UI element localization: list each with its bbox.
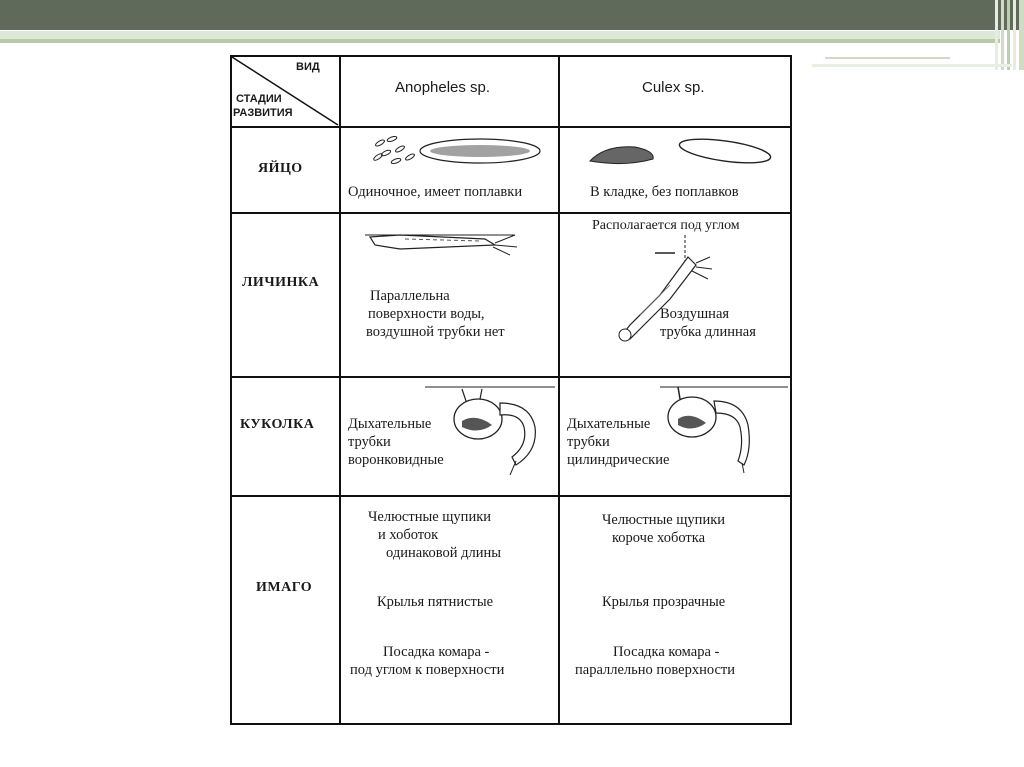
culex-imago-line4: Посадка комара -: [613, 644, 720, 660]
culex-imago-line2: короче хоботка: [612, 530, 706, 546]
comparison-table: [230, 55, 790, 725]
culex-larva-line1: Воздушная: [660, 306, 730, 322]
anopheles-egg-illustration: [370, 133, 550, 178]
header-stage-label: РАЗВИТИЯ: [233, 107, 293, 119]
culex-larva-note: Располагается под углом: [592, 218, 740, 233]
table-row-divider: [230, 212, 792, 214]
anopheles-egg-text: Одиночное, имеет поплавки: [348, 184, 523, 200]
anopheles-imago-line4: Крылья пятнистые: [377, 594, 494, 610]
table-row-divider: [230, 495, 792, 497]
table-divider: [339, 55, 341, 725]
row-label-imago: ИМАГО: [256, 580, 313, 595]
table-border-left: [230, 55, 232, 725]
header-species-label: ВИД: [296, 61, 320, 73]
slide-deco-strip: [1013, 0, 1016, 70]
slide-top-bar: [0, 0, 1024, 30]
table-border-bottom: [230, 723, 792, 725]
anopheles-larva-line3: воздушной трубки нет: [366, 324, 505, 340]
slide-deco-strip: [1019, 0, 1024, 70]
header-stage-label: СТАДИИ: [236, 93, 282, 105]
row-label-egg: ЯЙЦО: [258, 161, 303, 176]
slide-deco-strip: [1001, 0, 1004, 70]
culex-larva-line2: трубка длинная: [660, 324, 756, 340]
slide-top-accent: [0, 39, 1000, 43]
culex-egg-text: В кладке, без поплавков: [590, 184, 739, 200]
anopheles-imago-line5: Посадка комара -: [383, 644, 490, 660]
culex-imago-line1: Челюстные щупики: [602, 512, 726, 528]
header-anopheles: Anopheles sp.: [395, 79, 491, 96]
anopheles-imago-line3: одинаковой длины: [386, 545, 501, 561]
culex-pupa-illustration: [660, 383, 790, 478]
header-culex: Culex sp.: [642, 79, 705, 96]
slide-deco-line: [825, 57, 950, 59]
culex-imago-line5: параллельно поверхности: [575, 662, 736, 678]
slide-top-line: [0, 31, 1000, 39]
anopheles-imago-line1: Челюстные щупики: [368, 509, 492, 525]
anopheles-imago-line6: под углом к поверхности: [350, 662, 505, 678]
anopheles-larva-illustration: [365, 225, 525, 265]
anopheles-pupa-line3: воронковидные: [348, 452, 444, 468]
slide-deco-strip: [995, 0, 998, 70]
slide-deco-strip: [1007, 0, 1010, 70]
table-border-right: [790, 55, 792, 725]
culex-pupa-line1: Дыхательные: [567, 416, 651, 432]
anopheles-pupa-line1: Дыхательные: [348, 416, 432, 432]
culex-imago-line3: Крылья прозрачные: [602, 594, 726, 610]
culex-pupa-line3: цилиндрические: [567, 452, 670, 468]
anopheles-larva-line2: поверхности воды,: [368, 306, 485, 322]
anopheles-larva-line1: Параллельна: [370, 288, 450, 304]
culex-egg-illustration: [585, 133, 775, 173]
slide-deco-line: [812, 64, 1012, 67]
anopheles-pupa-line2: трубки: [348, 434, 391, 450]
row-label-larva: ЛИЧИНКА: [242, 275, 320, 290]
anopheles-imago-line2: и хоботок: [378, 527, 439, 543]
row-label-pupa: КУКОЛКА: [240, 417, 315, 432]
table-row-divider: [230, 376, 792, 378]
culex-pupa-line2: трубки: [567, 434, 610, 450]
